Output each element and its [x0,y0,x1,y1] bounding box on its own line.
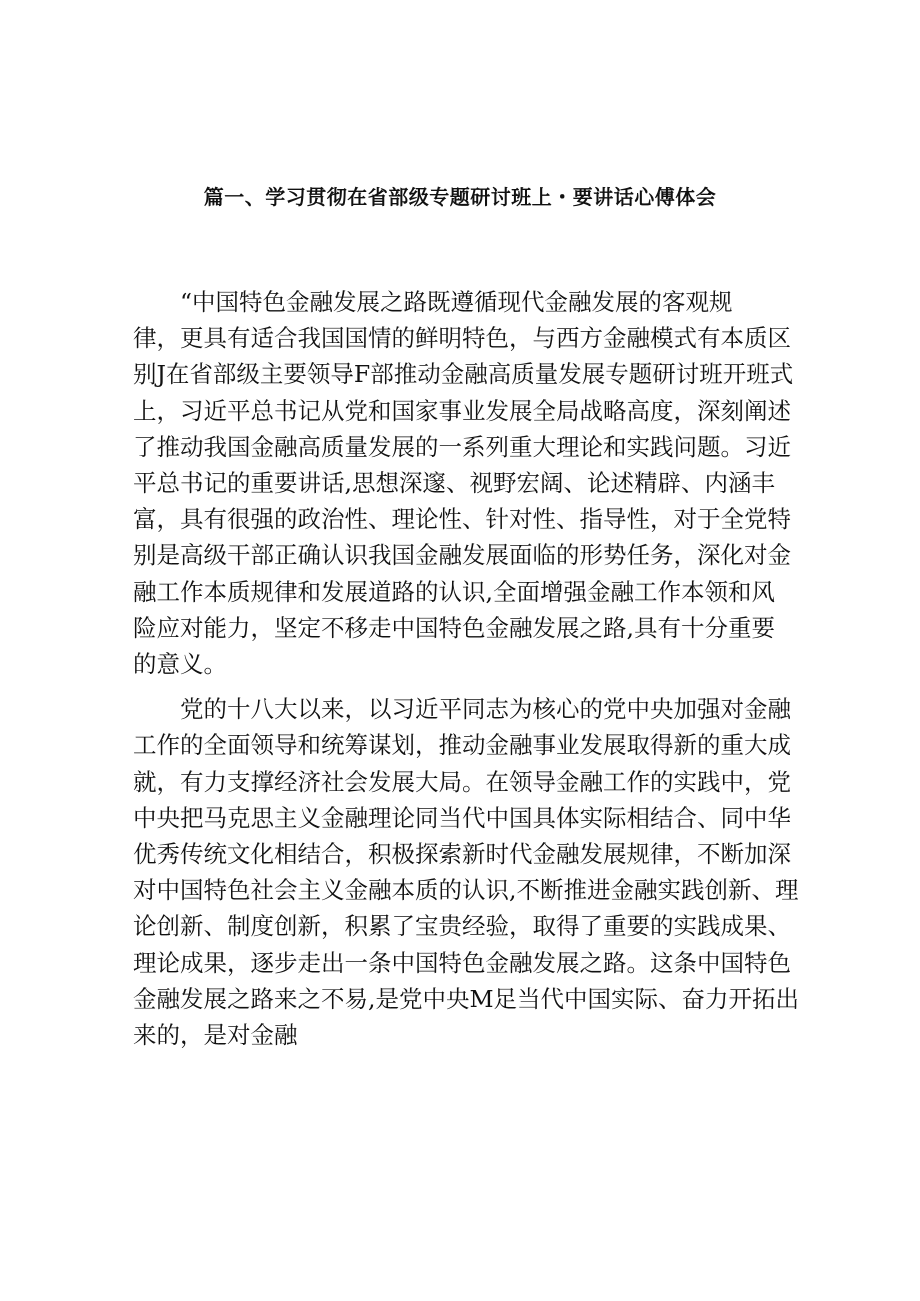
paragraph-line: 上，习近平总书记从党和国家事业发展全局战略高度，深刻阐述 [133,396,791,425]
paragraph-line: 对中国特色社会主义金融本质的认识,不断推进金融实践创新、理 [133,876,799,905]
paragraph-line: 律，更具有适合我国国情的鲜明特色，与西方金融模式有本质区 [133,324,791,353]
paragraph-line: 优秀传统文化相结合，积极探索新时代金融发展规律，不断加深 [133,840,791,869]
paragraph-line: 金融发展之路来之不易,是党中央M足当代中国实际、奋力开拓出 [133,984,800,1013]
paragraph-line: 的意义。 [133,650,227,679]
paragraph-line: 论创新、制度创新，积累了宝贵经验，取得了重要的实践成果、 [133,912,791,941]
document-body [133,284,800,1062]
paragraph-1 [133,284,793,682]
paragraph-line: 富，具有很强的政治性、理论性、针对性、指导性，对于全党特 [133,505,791,534]
paragraph-line: 中央把马克思主义金融理论同当代中国具体实际相结合、同中华 [133,803,791,832]
paragraph-line: “中国特色金融发展之路既遵循现代金融发展的客观规 [180,288,733,316]
document-title: 篇一、学习贯彻在省部级专题研讨班上・要讲话心傅体会 [203,185,717,209]
paragraph-line: 平总书记的重要讲话,思想深邃、视野宏阔、论述精辟、内涵丰 [133,469,775,498]
paragraph-line: 就，有力支撑经济社会发展大局。在领导金融工作的实践中，党 [133,767,791,796]
paragraph-2 [133,691,800,1053]
paragraph-line: 险应对能力，坚定不移走中国特色金融发展之路,具有十分重要 [133,613,775,642]
paragraph-line: 理论成果，逐步走出一条中国特色金融发展之路。这条中国特色 [133,948,791,977]
paragraph-line: 来的，是对金融 [133,1021,298,1050]
paragraph-line: 别是高级干部正确认识我国金融发展面临的形势任务，深化对金 [133,541,791,570]
paragraph-line: 工作的全面领导和统筹谋划，推动金融事业发展取得新的重大成 [133,731,791,760]
paragraph-line: 党的十八大以来，以习近平同志为核心的党中央加强对金融 [180,695,791,724]
paragraph-line: 了推动我国金融高质量发展的一系列重大理论和实践问题。习近 [133,432,791,461]
paragraph-line: 融工作本质规律和发展道路的认识,全面增强金融工作本领和风 [133,577,775,606]
paragraph-line: 别J在省部级主要领导F部推动金融高质量发展专题研讨班开班式 [133,360,794,389]
